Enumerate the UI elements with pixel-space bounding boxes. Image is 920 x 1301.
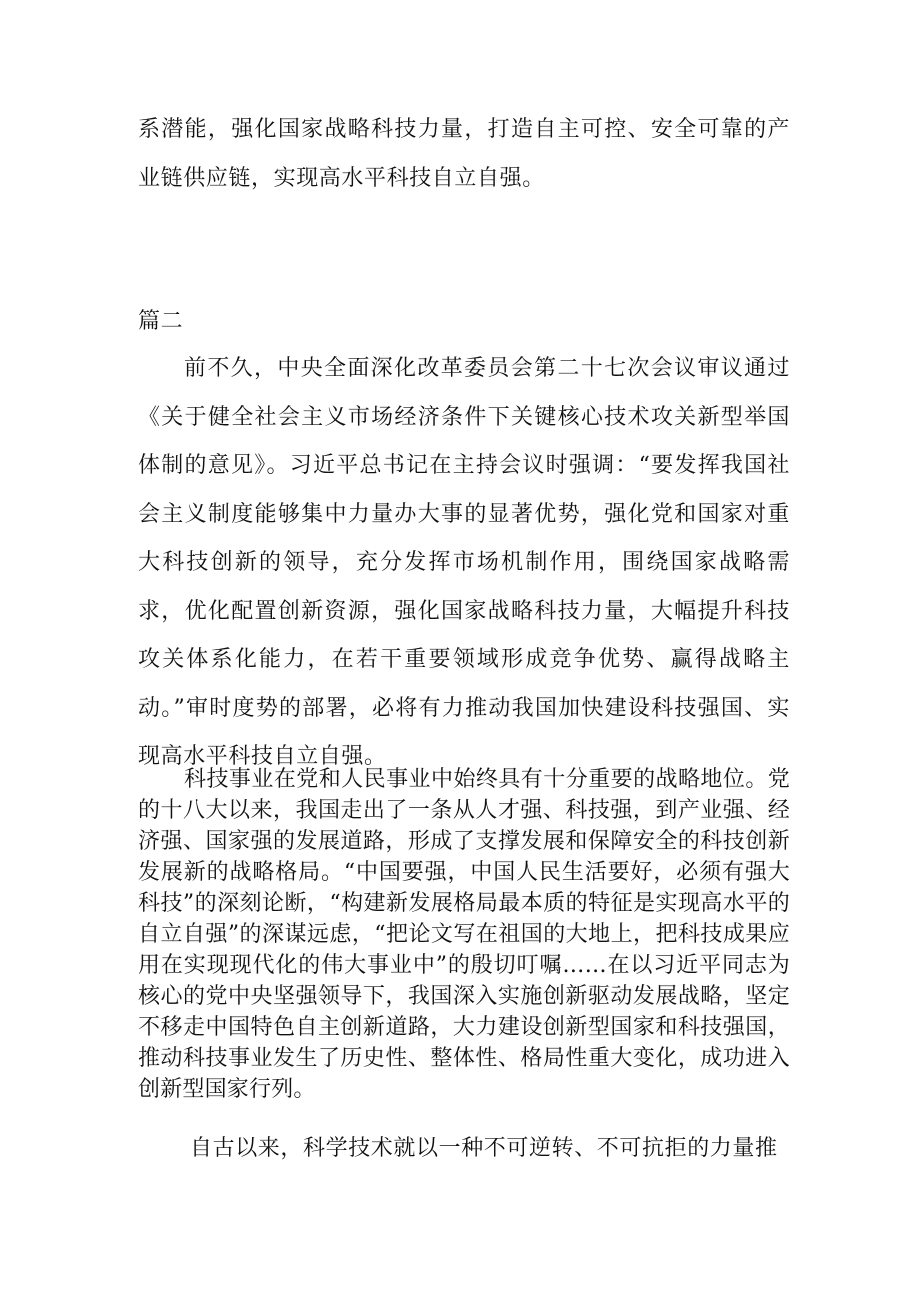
paragraph-1: 前不久，中央全面深化改革委员会第二十七次会议审议通过《关于健全社会主义市场经济条件下关键核心技术攻关新型举国体制的意见》。习近平总书记在主持会议时强调：“要发挥我国社会主义制度能够集中力量办大事的显著优势，强化党和国家对重大科技创新的领导，充分发挥市场机制作用，围绕国家战略需求，优化配置创新资源，强化国家战略科技力量，大幅提升科技攻关体系化能力，在若干重要领域形成竞争优势、赢得战略主动。”审时度势的部署，必将有力推动我国加快建设科技强国、实现高水平科技自立自强。 bbox=[138, 356, 790, 769]
intro-paragraph: 系潜能，强化国家战略科技力量，打造自主可控、安全可靠的产业链供应链，实现高水平科技自立自强。 bbox=[138, 117, 790, 191]
paragraph-3: 自古以来，科学技术就以一种不可逆转、不可抗拒的力量推 bbox=[190, 1136, 778, 1161]
paragraph-2: 科技事业在党和人民事业中始终具有十分重要的战略地位。党的十八大以来，我国走出了一条从人才强、科技强，到产业强、经济强、国家强的发展道路，形成了支撑发展和保障安全的科技创新发展新的战略格局。“中国要强，中国人民生活要好，必须有强大科技”的深刻论断，“构建新发展格局最本质的特征是实现高水平的自立自强”的深谋远虑，“把论文写在祖国的大地上，把科技成果应用在实现现代化的伟大事业中”的殷切叮嘱……在以习近平同志为核心的党中央坚强领导下，我国深入实施创新驱动发展战略，坚定不移走中国特色自主创新道路，大力建设创新型国家和科技强国，推动科技事业发生了历史性、整体性、格局性重大变化，成功进入创新型国家行列。 bbox=[138, 767, 790, 1102]
section-heading: 篇二 bbox=[138, 309, 184, 334]
